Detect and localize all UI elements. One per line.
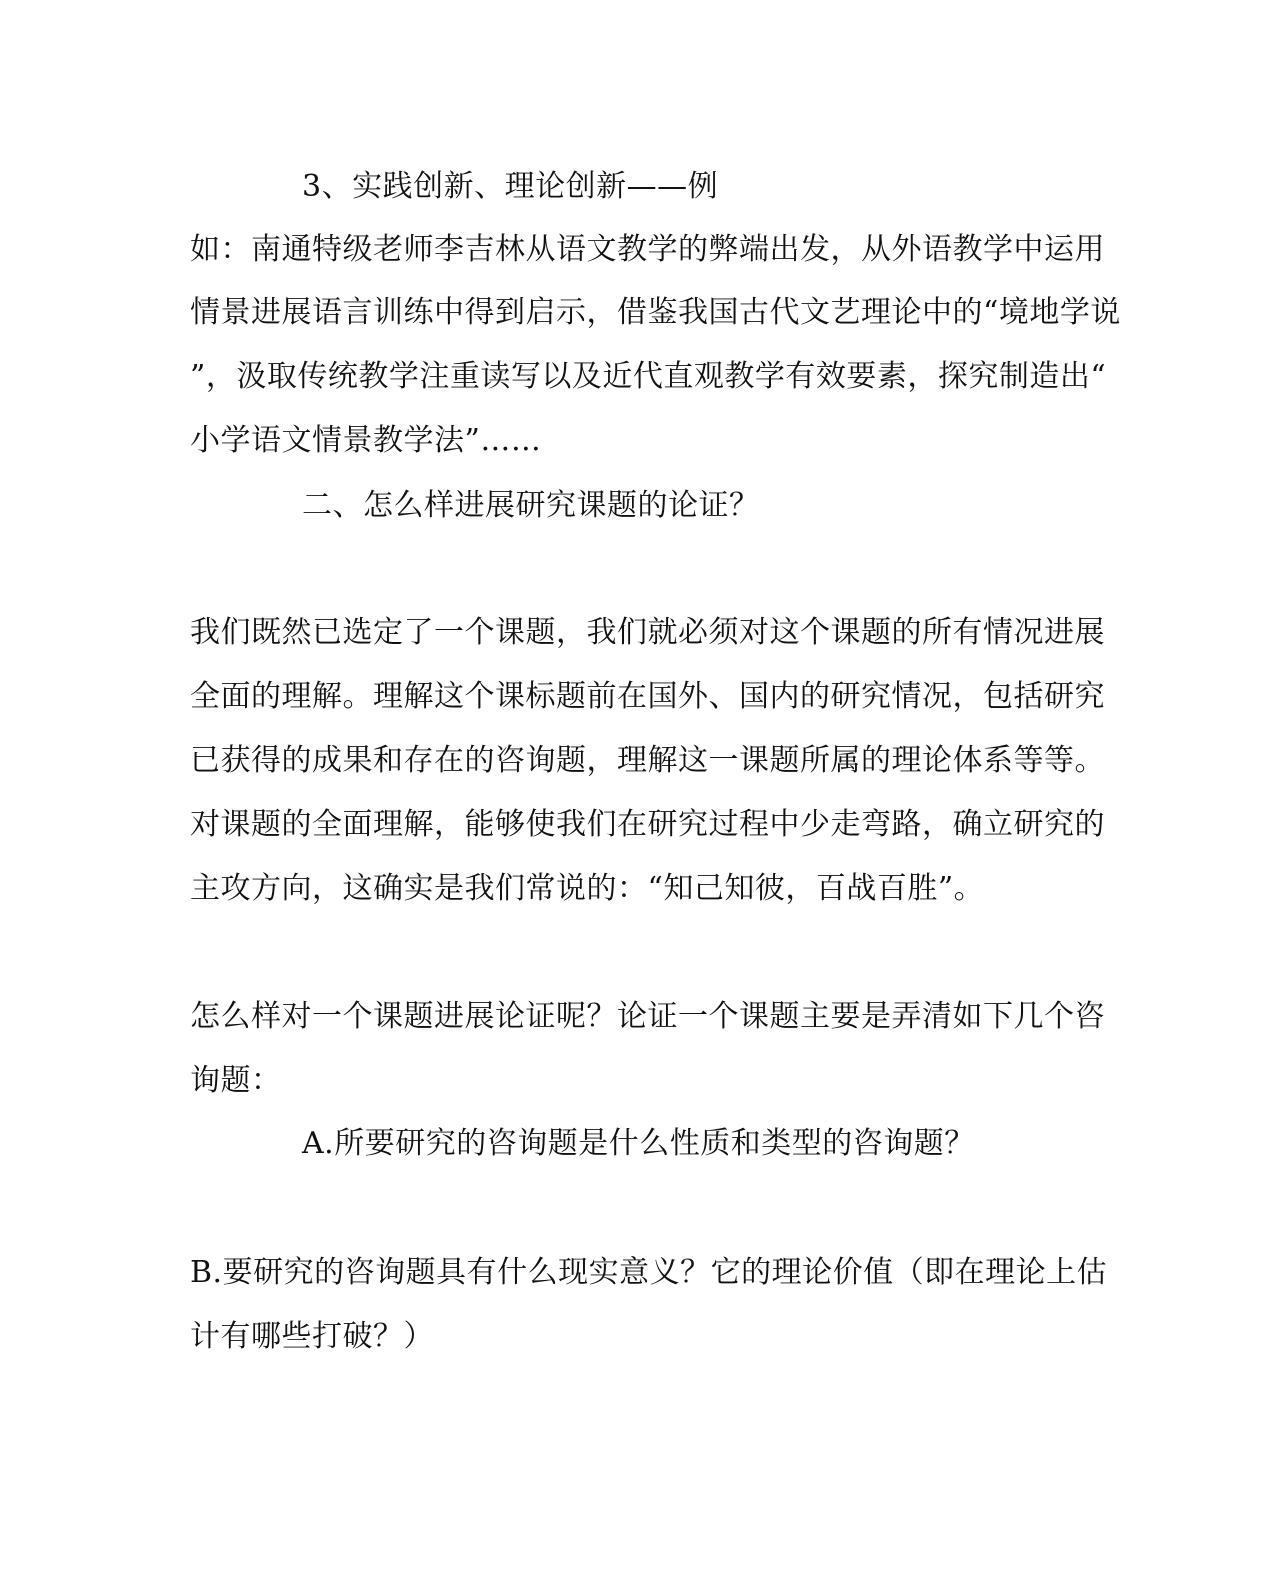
text-line-heading-practice-innovation: 3、实践创新、理论创新——例 bbox=[302, 169, 719, 204]
text-line: 小学语文情景教学法”…… bbox=[190, 423, 542, 458]
text-line: 对课题的全面理解，能够使我们在研究过程中少走弯路，确立研究的 bbox=[190, 807, 1105, 842]
text-line: 情景进展语言训练中得到启示，借鉴我国古代文艺理论中的“境地学说 bbox=[190, 295, 1121, 330]
text-line: 如：南通特级老师李吉林从语文教学的弊端出发，从外语教学中运用 bbox=[190, 232, 1105, 267]
text-line: ”，汲取传统教学注重读写以及近代直观教学有效要素，探究制造出“ bbox=[190, 359, 1107, 394]
list-item-a: A.所要研究的咨询题是什么性质和类型的咨询题？ bbox=[302, 1126, 975, 1161]
list-item-b: B.要研究的咨询题具有什么现实意义？它的理论价值（即在理论上估 bbox=[190, 1255, 1108, 1290]
text-line: 已获得的成果和存在的咨询题，理解这一课题所属的理论体系等等。 bbox=[190, 743, 1105, 778]
text-line: 询题： bbox=[190, 1063, 282, 1098]
section-heading: 二、怎么样进展研究课题的论证？ bbox=[302, 488, 760, 523]
text-line: 主攻方向，这确实是我们常说的：“知己知彼，百战百胜”。 bbox=[190, 871, 985, 906]
text-line: 我们既然已选定了一个课题，我们就必须对这个课题的所有情况进展 bbox=[190, 615, 1105, 650]
text-line: 全面的理解。理解这个课标题前在国外、国内的研究情况，包括研究 bbox=[190, 679, 1105, 714]
text-line: 怎么样对一个课题进展论证呢？论证一个课题主要是弄清如下几个咨 bbox=[190, 999, 1105, 1034]
text-line: 计有哪些打破？） bbox=[190, 1319, 434, 1354]
